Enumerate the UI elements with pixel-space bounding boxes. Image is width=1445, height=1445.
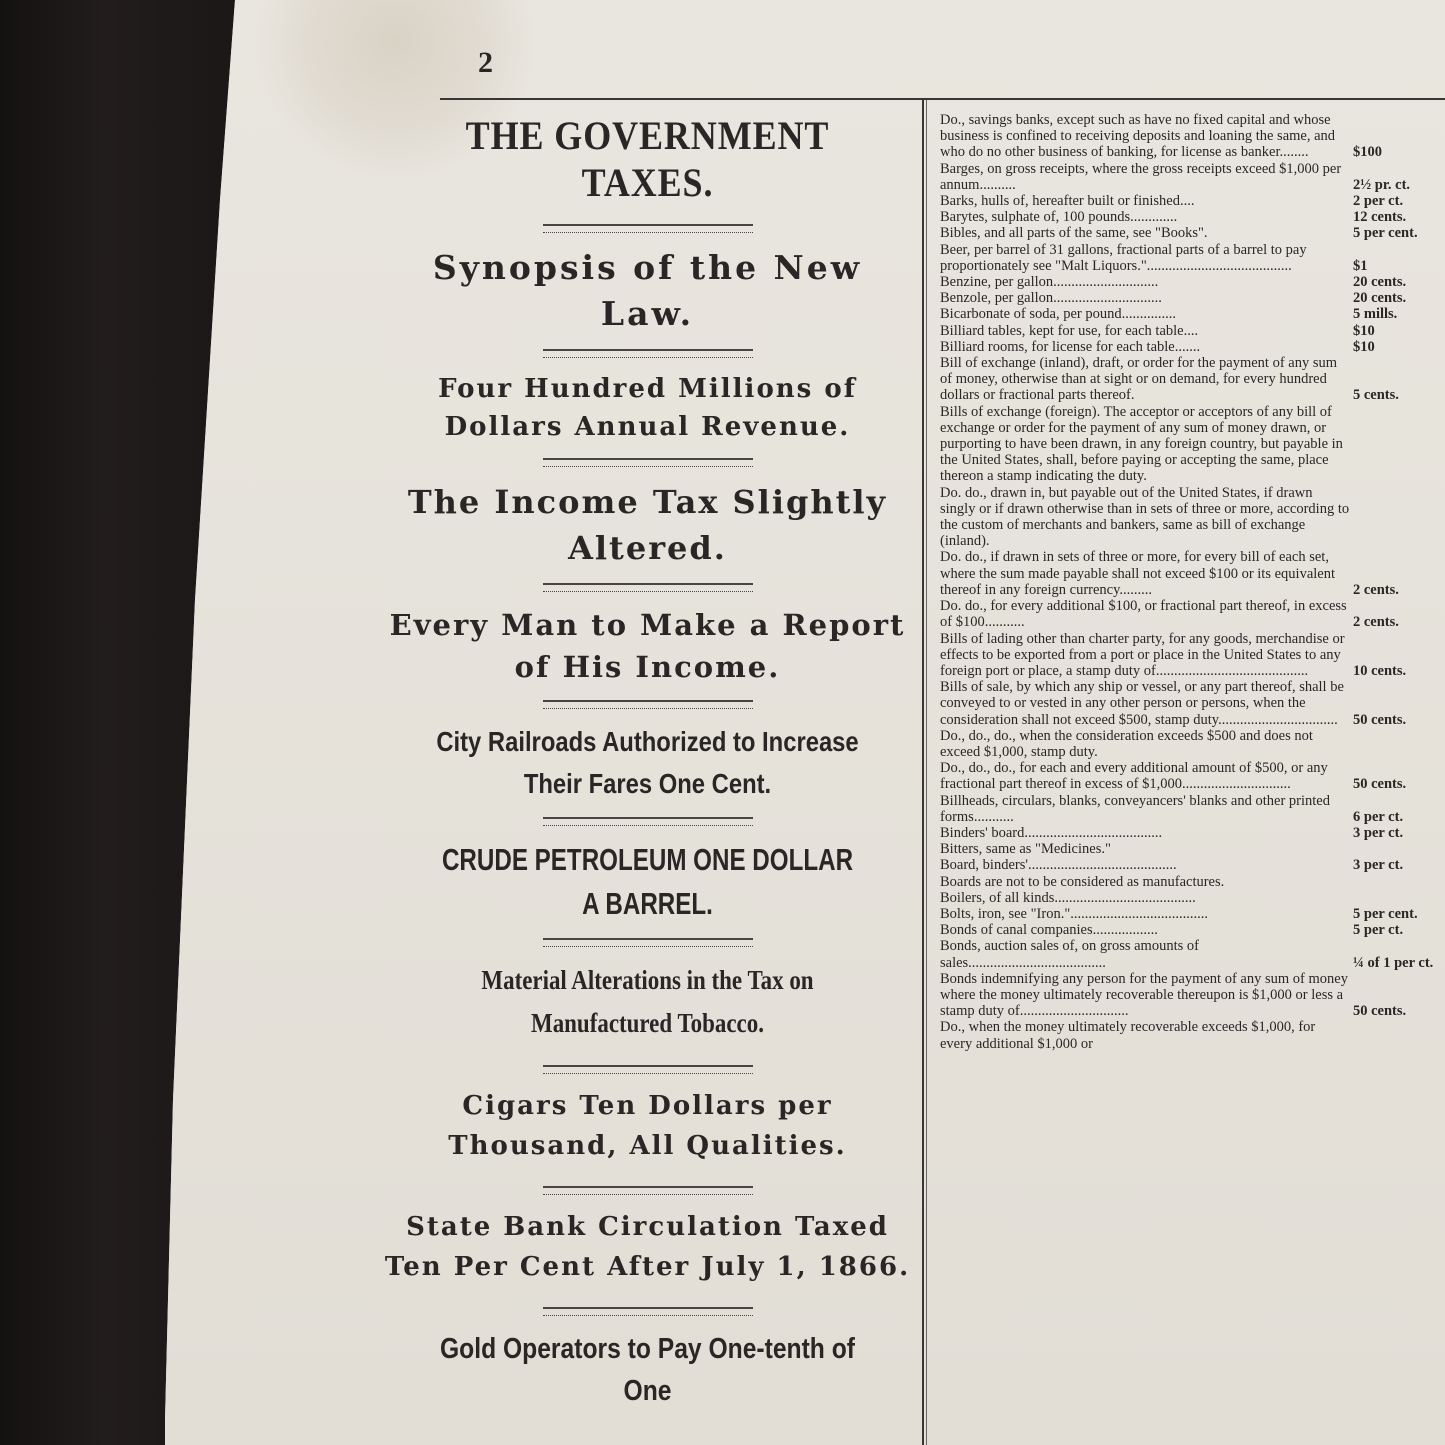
subheadline-synopsis: Synopsis of the New Law. xyxy=(432,248,863,333)
tax-item-text: Billheads, circulars, blanks, conveyancers' blanks and other printed forms........... xyxy=(940,792,1330,825)
tax-item-rate: 50 cents. xyxy=(1353,711,1407,728)
subheadline-cigars: Cigars Ten Dollars per Thousand, All Qualities. xyxy=(448,1091,847,1161)
tax-item-text: Boilers, of all kinds....................................... xyxy=(940,889,1196,906)
tax-list-item xyxy=(940,906,1445,922)
tax-item-text: Bill of exchange (inland), draft, or order for the payment of any sum of money, otherwise than at sight or on demand, for every hundred dollars or fractional parts thereof. xyxy=(940,355,1338,404)
tax-list-item xyxy=(940,274,1445,290)
tax-list-item xyxy=(940,161,1445,193)
subheadline-revenue: Four Hundred Millions of Dollars Annual Revenue. xyxy=(438,374,857,442)
tax-item-text: Bitters, same as "Medicines." xyxy=(940,841,1111,858)
tax-item-text: Bills of sale, by which any ship or vessel, or any part thereof, shall be conveyed to or vested in any other person or persons, when the consideration shall not exceed $500, stamp duty................................. xyxy=(940,679,1344,728)
tax-list-item xyxy=(940,793,1445,825)
tax-list-column xyxy=(940,112,1445,1052)
tax-item-text: Billiard rooms, for license for each table....... xyxy=(940,338,1201,355)
tax-item-text: Bonds indemnifying any person for the payment of any sum of money where the money ultimately recoverable thereupon is $1,000 or less a stamp duty of.............................. xyxy=(940,970,1348,1020)
column-divider-inner xyxy=(926,100,927,1445)
subheadline-state-bank: State Bank Circulation Taxed Ten Per Cent After July 1, 1866. xyxy=(384,1212,911,1282)
tax-item-text: Barks, hulls of, hereafter built or finished.... xyxy=(940,193,1195,210)
subheadline-income-tax: The Income Tax Slightly Altered. xyxy=(407,483,888,567)
tax-list-item xyxy=(940,209,1445,225)
tax-item-text: Do. do., if drawn in sets of three or more, for every bill of each set, where the sum made payable shall not exceed $100 or its equivalent thereof in any foreign currency......... xyxy=(940,549,1335,598)
tax-list-item xyxy=(940,549,1445,598)
tax-list-item xyxy=(940,679,1445,728)
tax-list-item xyxy=(940,874,1445,890)
tax-list-item xyxy=(940,290,1445,306)
rule-squiggle xyxy=(543,817,753,826)
tax-item-text: Benzine, per gallon............................. xyxy=(940,274,1159,291)
tax-item-text: Boards are not to be considered as manufactures. xyxy=(940,873,1225,890)
tax-list-item xyxy=(940,598,1445,630)
tax-item-text: Board, binders'......................................... xyxy=(940,857,1177,874)
tax-item-rate: 50 cents. xyxy=(1353,776,1407,793)
tax-item-rate: 2 per ct. xyxy=(1353,193,1404,210)
rule-squiggle xyxy=(543,458,753,467)
tax-item-rate: $100 xyxy=(1353,144,1382,161)
tax-item-text: Do. do., drawn in, but payable out of the United States, if drawn singly or if drawn otherwise than in sets of three or more, according to the custom of merchants and bankers, same as bill of exchange (inland). xyxy=(940,484,1350,550)
tax-list-item xyxy=(940,841,1445,857)
tax-item-rate: 3 per ct. xyxy=(1353,857,1404,874)
tax-item-rate: 12 cents. xyxy=(1353,209,1407,226)
subheadline-petroleum: CRUDE PETROLEUM ONE DOLLAR A BARREL. xyxy=(441,842,854,921)
tax-list-item xyxy=(940,112,1445,161)
tax-item-text: Beer, per barrel of 31 gallons, fractional parts of a barrel to pay proportionately see "Malt Liquors."........................................ xyxy=(940,241,1307,274)
subheadline-gold: Gold Operators to Pay One-tenth of One xyxy=(440,1333,855,1407)
tax-list-item xyxy=(940,242,1445,274)
tax-item-rate: 50 cents. xyxy=(1353,1003,1407,1020)
tax-item-text: Bills of exchange (foreign). The acceptor or acceptors of any bill of exchange or order for the payment of any sum of money drawn, or purporting to have been drawn, in any foreign country, but payable in the United States, shall, before paying or accepting the same, place thereon a stamp indicating the duty. xyxy=(940,403,1343,485)
tax-list-item xyxy=(940,890,1445,906)
tax-item-text: Billiard tables, kept for use, for each table.... xyxy=(940,322,1199,339)
tax-item-text: Do. do., for every additional $100, or fractional part thereof, in excess of $100........... xyxy=(940,598,1347,631)
tax-item-rate: 20 cents. xyxy=(1353,274,1407,291)
subheadline-railroads: City Railroads Authorized to Increase Their Fares One Cent. xyxy=(436,726,859,799)
tax-list-item xyxy=(940,728,1445,760)
subheadline-report: Every Man to Make a Report of His Income. xyxy=(389,608,906,684)
subheadline-tobacco: Material Alterations in the Tax on Manufactured Tobacco. xyxy=(481,965,814,1038)
tax-item-text: Bills of lading other than charter party, for any goods, merchandise or effects to be exported from a port or place in the United States to any foreign port or place, a stamp duty of.......................................... xyxy=(940,630,1345,679)
tax-item-text: Binders' board...................................... xyxy=(940,824,1163,841)
tax-item-rate: ¼ of 1 per ct. xyxy=(1353,954,1434,971)
tax-item-rate: 5 cents. xyxy=(1353,387,1399,404)
tax-list-item xyxy=(940,323,1445,339)
tax-item-rate: 5 per cent. xyxy=(1353,225,1418,242)
column-divider xyxy=(922,100,924,1445)
tax-item-rate: 6 per ct. xyxy=(1353,808,1404,825)
rule-squiggle xyxy=(543,700,753,709)
tax-list-item xyxy=(940,1019,1445,1051)
tax-item-rate: 3 per ct. xyxy=(1353,824,1404,841)
tax-item-rate: 2½ pr. ct. xyxy=(1353,176,1411,193)
rule-squiggle xyxy=(543,583,753,592)
tax-list-item xyxy=(940,825,1445,841)
tax-item-text: Do., do., do., for each and every additional amount of $500, or any fractional part thereof in excess of $1,000.............................. xyxy=(940,760,1328,793)
rule-squiggle xyxy=(543,1065,753,1074)
tax-item-text: Bonds, auction sales of, on gross amounts of sales...................................... xyxy=(940,938,1199,971)
headline-column xyxy=(380,108,915,1412)
tax-item-rate: 5 mills. xyxy=(1353,306,1398,323)
tax-item-rate: 5 per cent. xyxy=(1353,905,1418,922)
tax-item-text: Bonds of canal companies.................. xyxy=(940,922,1158,939)
tax-list-item xyxy=(940,971,1445,1020)
tax-list-item xyxy=(940,631,1445,680)
rule-squiggle xyxy=(543,224,753,233)
tax-item-rate: 10 cents. xyxy=(1353,662,1407,679)
tax-item-text: Do., do., do., when the consideration exceeds $500 and does not exceed $1,000, stamp duty. xyxy=(940,727,1313,760)
tax-list-item xyxy=(940,355,1445,404)
tax-item-text: Barges, on gross receipts, where the gross receipts exceed $1,000 per annum.......... xyxy=(940,160,1342,193)
page-number: 2 xyxy=(478,46,493,79)
tax-item-rate: 5 per ct. xyxy=(1353,922,1404,939)
tax-item-rate: $10 xyxy=(1353,338,1375,355)
tax-item-rate: $1 xyxy=(1353,257,1368,274)
tax-item-text: Bibles, and all parts of the same, see "Books". xyxy=(940,225,1208,242)
tax-list-item xyxy=(940,485,1445,550)
tax-item-text: Bicarbonate of soda, per pound............... xyxy=(940,306,1176,323)
tax-list-item xyxy=(940,306,1445,322)
tax-item-rate: 2 cents. xyxy=(1353,581,1399,598)
rule-squiggle xyxy=(543,938,753,947)
tax-item-rate: 20 cents. xyxy=(1353,290,1407,307)
tax-list-item xyxy=(940,193,1445,209)
tax-item-text: Barytes, sulphate of, 100 pounds............. xyxy=(940,209,1178,226)
rule-squiggle xyxy=(543,1307,753,1316)
tax-item-rate: $10 xyxy=(1353,322,1375,339)
tax-list-item xyxy=(940,857,1445,873)
tax-list-item xyxy=(940,404,1445,485)
tax-list-item xyxy=(940,922,1445,938)
tax-item-text: Do., when the money ultimately recoverable exceeds $1,000, for every additional $1,000 or xyxy=(940,1019,1316,1052)
tax-list-item xyxy=(940,225,1445,241)
rule-squiggle xyxy=(543,349,753,358)
rule-squiggle xyxy=(543,1186,753,1195)
tax-item-text: Benzole, per gallon.............................. xyxy=(940,290,1162,307)
top-rule xyxy=(440,98,1445,100)
tax-list-item xyxy=(940,760,1445,792)
tax-item-text: Bolts, iron, see "Iron."...................................... xyxy=(940,905,1208,922)
tax-item-rate: 2 cents. xyxy=(1353,614,1399,631)
tax-item-text: Do., savings banks, except such as have no fixed capital and whose business is confined to receiving deposits and loaning the same, and who do no other business of banking, for license as banker........ xyxy=(940,112,1336,161)
tax-list-item xyxy=(940,938,1445,970)
main-headline: THE GOVERNMENT TAXES. xyxy=(465,113,830,205)
tax-list-item xyxy=(940,339,1445,355)
